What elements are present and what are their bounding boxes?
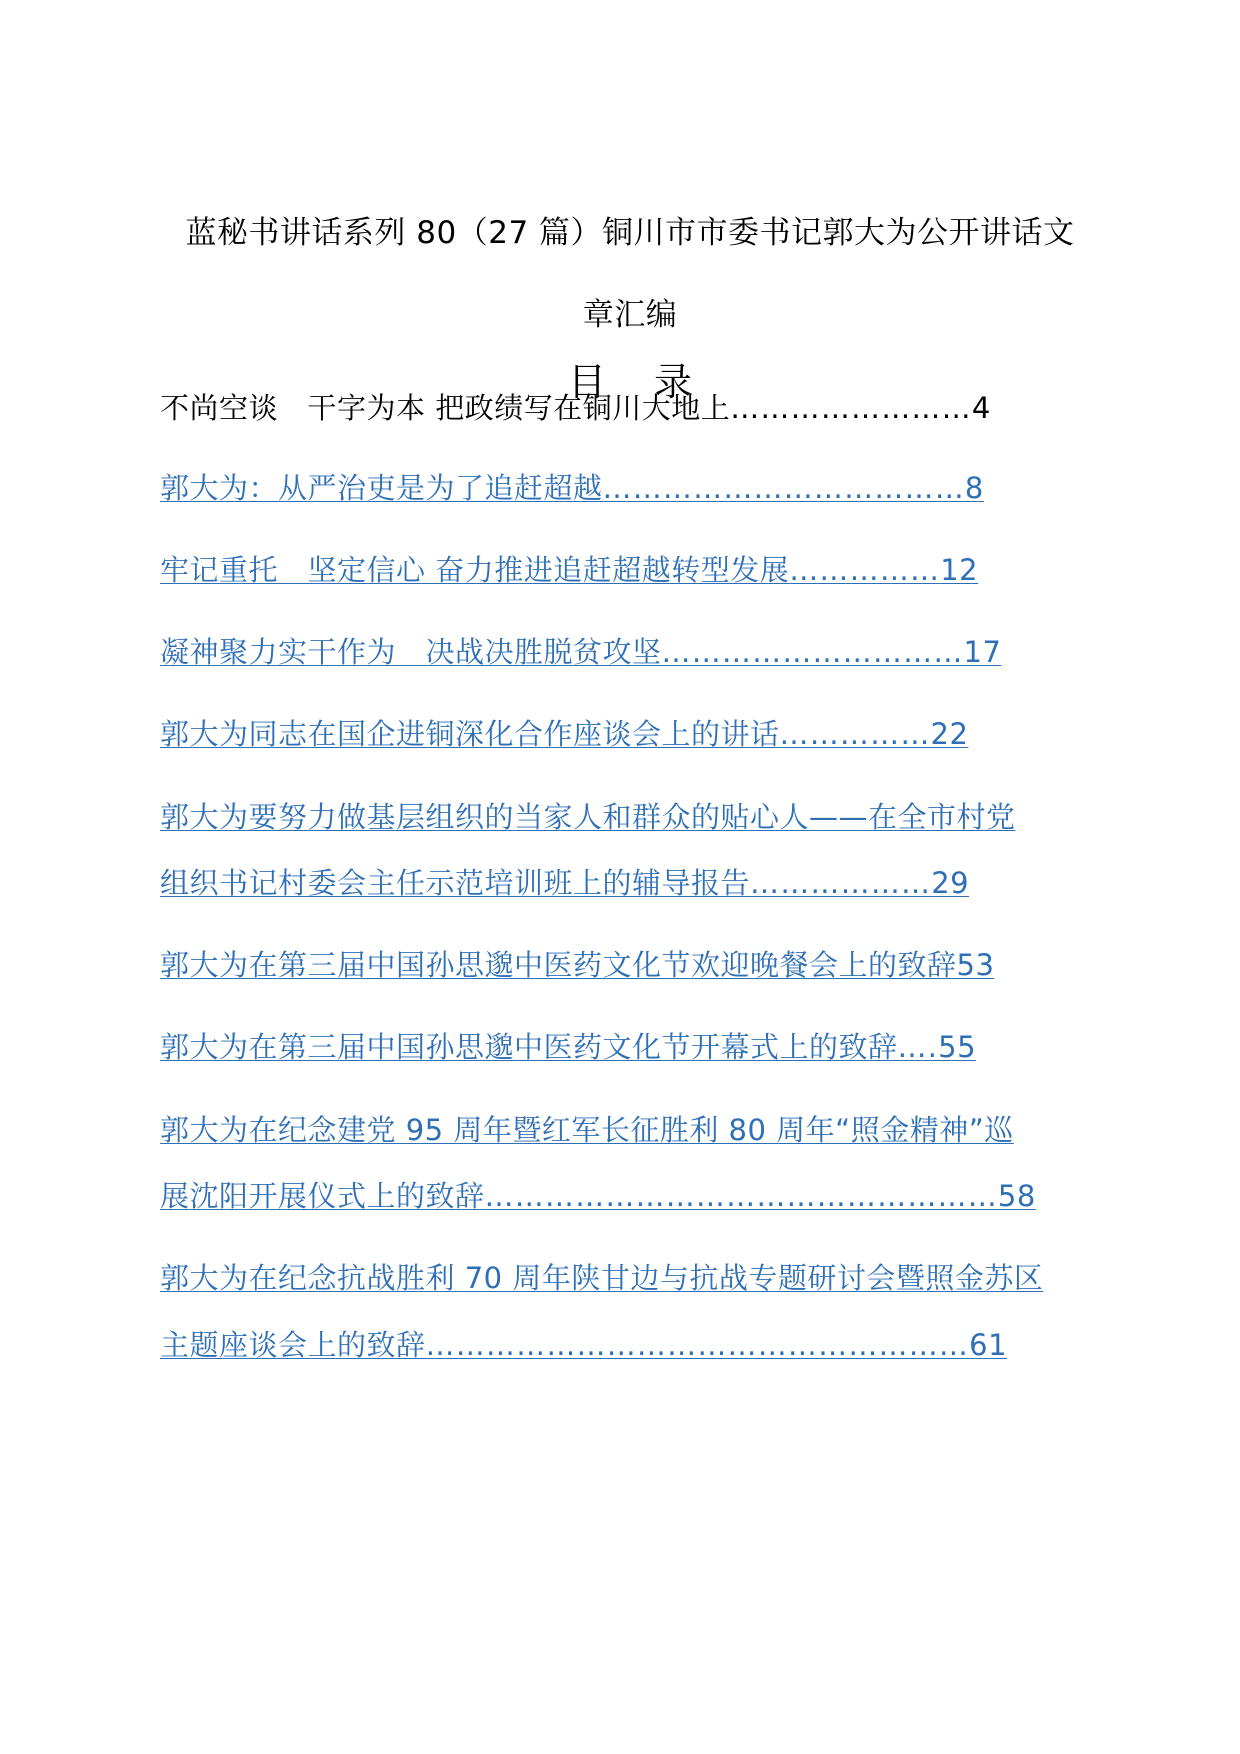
toc-entry-leader: …………………………………………… bbox=[484, 1179, 998, 1213]
toc-entry-leader: ………………………… bbox=[661, 635, 964, 669]
toc-entry-title: 展沈阳开展仪式上的致辞 bbox=[160, 1179, 485, 1213]
toc-entry-leader: ……………………………………………… bbox=[425, 1328, 970, 1362]
toc-entry-title: 郭大为：从严治吏是为了追赶超越 bbox=[160, 471, 603, 505]
document-title-line-1: 蓝秘书讲话系列 80（27 篇）铜川市市委书记郭大为公开讲话文 bbox=[185, 215, 1075, 251]
toc-entry-page: 29 bbox=[931, 866, 970, 900]
toc-entry-page: 58 bbox=[997, 1179, 1036, 1213]
toc-entry-9[interactable] bbox=[160, 1176, 1036, 1216]
toc-entry-page: 17 bbox=[963, 635, 1002, 669]
toc-entry-page: 22 bbox=[930, 717, 969, 751]
toc-entry-title: 郭大为在纪念建党 95 周年暨红军长征胜利 80 周年“照金精神”巡 bbox=[160, 1113, 1014, 1147]
toc-entry-leader: …. bbox=[897, 1030, 939, 1064]
toc-entry-title: 郭大为要努力做基层组织的当家人和群众的贴心人——在全市村党 bbox=[160, 800, 1016, 834]
toc-entry-page: 61 bbox=[969, 1328, 1008, 1362]
toc-entry-title: 郭大为在第三届中国孙思邈中医药文化节开幕式上的致辞 bbox=[160, 1030, 898, 1064]
toc-entry-7[interactable] bbox=[160, 945, 994, 985]
toc-entry-3[interactable] bbox=[160, 550, 978, 590]
toc-entry-leader: …………… bbox=[789, 553, 941, 587]
toc-entry-6[interactable] bbox=[160, 863, 969, 903]
toc-entry-title: 凝神聚力实干作为 决战决胜脱贫攻坚 bbox=[160, 635, 662, 669]
toc-heading: 目 录 bbox=[567, 360, 711, 404]
toc-entry-title: 牢记重托 坚定信心 奋力推进追赶超越转型发展 bbox=[160, 553, 790, 587]
toc-entry-title: 不尚空谈 干字为本 把政绩写在铜川大地上 bbox=[160, 391, 731, 425]
toc-entry-page: 53 bbox=[956, 948, 995, 982]
toc-entry-8[interactable] bbox=[160, 1027, 976, 1067]
toc-entry-2[interactable] bbox=[160, 468, 984, 508]
toc-entry-page: 12 bbox=[940, 553, 979, 587]
document-title-line-2: 章汇编 bbox=[582, 297, 678, 333]
toc-entry-9-line-1[interactable] bbox=[160, 1110, 1014, 1150]
toc-entry-title: 郭大为在第三届中国孙思邈中医药文化节欢迎晚餐会上的致辞 bbox=[160, 948, 957, 982]
toc-entry-title: 主题座谈会上的致辞 bbox=[160, 1328, 426, 1362]
document-title bbox=[160, 192, 1100, 356]
toc-entry-page: 8 bbox=[964, 471, 984, 505]
toc-entry-leader: …………………… bbox=[730, 391, 972, 425]
toc-entry-page: 4 bbox=[971, 391, 991, 425]
toc-entry-6-line-1[interactable] bbox=[160, 797, 1016, 837]
toc-entry-leader: ……………… bbox=[750, 866, 932, 900]
toc-entry-leader: ……………………………… bbox=[602, 471, 965, 505]
toc-entry-page: 55 bbox=[938, 1030, 977, 1064]
toc-entry-10-line-1[interactable] bbox=[160, 1258, 1043, 1298]
toc-entry-1 bbox=[160, 388, 991, 428]
toc-entry-title: 郭大为在纪念抗战胜利 70 周年陕甘边与抗战专题研讨会暨照金苏区 bbox=[160, 1261, 1044, 1295]
toc-entry-title: 郭大为同志在国企进铜深化合作座谈会上的讲话 bbox=[160, 717, 780, 751]
toc-entry-10[interactable] bbox=[160, 1325, 1007, 1365]
toc-entry-leader: …………… bbox=[779, 717, 931, 751]
toc-entry-4[interactable] bbox=[160, 632, 1001, 672]
toc-entry-5[interactable] bbox=[160, 714, 968, 754]
toc-entry-title: 组织书记村委会主任示范培训班上的辅导报告 bbox=[160, 866, 751, 900]
